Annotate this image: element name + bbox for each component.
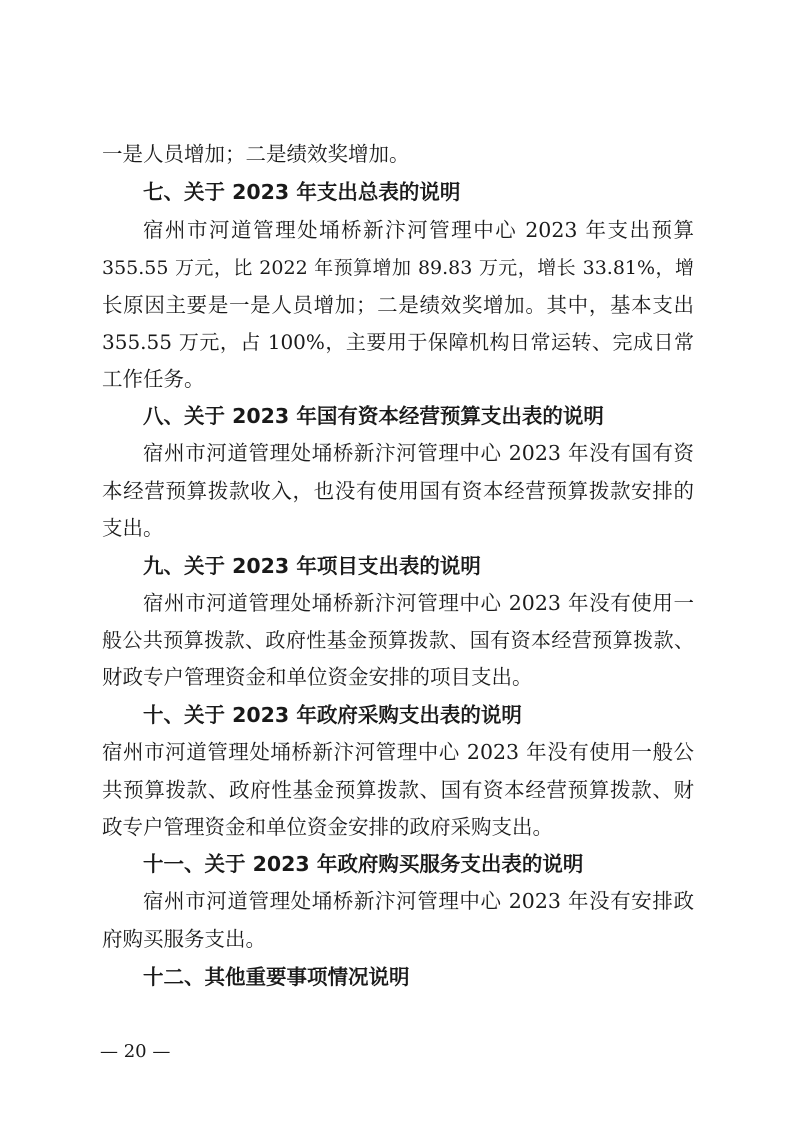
body-text-line: 共预算拨款、政府性基金预算拨款、国有资本经营预算拨款、财	[102, 778, 694, 802]
section-heading-7: 七、关于 2023 年支出总表的说明	[143, 180, 461, 204]
body-text-line: 工作任务。	[102, 367, 205, 391]
section-heading-10: 十、关于 2023 年政府采购支出表的说明	[143, 703, 522, 727]
page-number: — 20 —	[100, 1041, 171, 1062]
body-text-line: 宿州市河道管理处埇桥新汴河管理中心 2023 年没有使用一	[143, 591, 694, 615]
section-heading-9: 九、关于 2023 年项目支出表的说明	[143, 554, 481, 578]
body-text-line: 宿州市河道管理处埇桥新汴河管理中心 2023 年没有国有资	[143, 441, 694, 465]
body-text-line: 本经营预算拨款收入，也没有使用国有资本经营预算拨款安排的	[102, 479, 694, 503]
body-text-line: 355.55 万元，比 2022 年预算增加 89.83 万元，增长 33.81%，增	[102, 257, 694, 279]
body-text-line: 支出。	[102, 516, 164, 540]
section-heading-12: 十二、其他重要事项情况说明	[143, 965, 410, 989]
body-text-line: 宿州市河道管理处埇桥新汴河管理中心 2023 年没有使用一般公	[102, 740, 694, 764]
body-text-line: 一是人员增加；二是绩效奖增加。	[102, 142, 410, 166]
body-text-line: 府购买服务支出。	[102, 927, 266, 951]
body-text-line: 政专户管理资金和单位资金安排的政府采购支出。	[102, 815, 553, 839]
body-text-line: 长原因主要是一是人员增加；二是绩效奖增加。其中，基本支出	[102, 293, 694, 317]
section-heading-8: 八、关于 2023 年国有资本经营预算支出表的说明	[143, 404, 604, 428]
body-text-line: 宿州市河道管理处埇桥新汴河管理中心 2023 年支出预算	[143, 218, 694, 242]
body-text-line: 财政专户管理资金和单位资金安排的项目支出。	[102, 665, 533, 689]
section-heading-11: 十一、关于 2023 年政府购买服务支出表的说明	[143, 852, 584, 876]
body-text-line: 宿州市河道管理处埇桥新汴河管理中心 2023 年没有安排政	[143, 889, 694, 913]
body-text-line: 般公共预算拨款、政府性基金预算拨款、国有资本经营预算拨款、	[102, 628, 694, 652]
body-text-line: 355.55 万元，占 100%，主要用于保障机构日常运转、完成日常	[102, 330, 694, 354]
